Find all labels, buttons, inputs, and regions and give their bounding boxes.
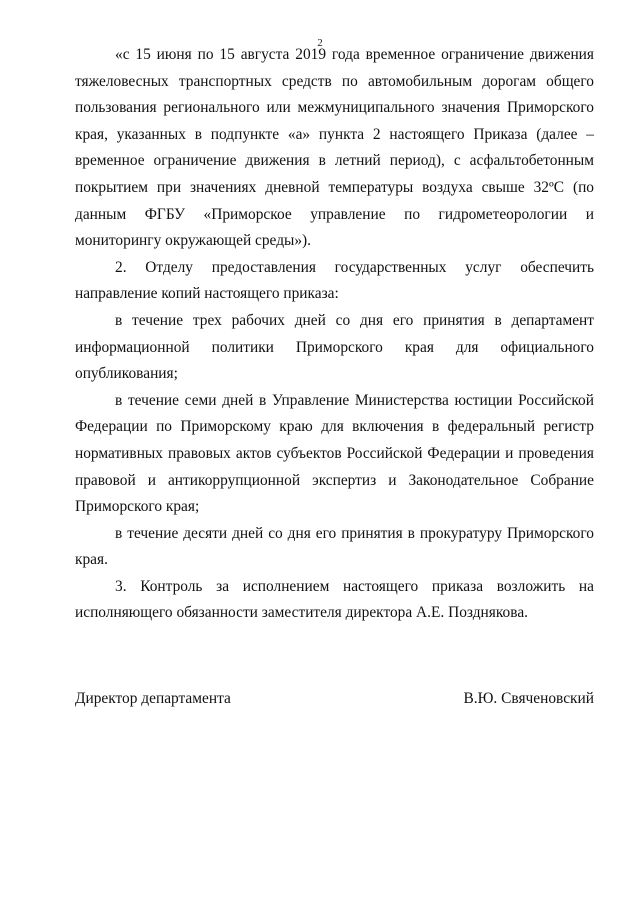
paragraph-temperature-restriction: «с 15 июня по 15 августа 2019 года временное ограничение движения тяжеловесных транспортных средств по автомобильным дорогам общего пользования регионального или межмуниципального значения Приморского края, указанных в подпункте «а» пункта 2 настоящего Приказа (далее – временное ограничение движения в летний период), с асфальтобетонным покрытием при значениях дневной температуры воздуха свыше 32ºС (по данным ФГБУ «Приморское управление по гидрометеорологии и мониторингу окружающей среды»). [75,46,594,250]
document-body [75,42,594,627]
paragraph-registry: в течение семи дней в Управление Министерства юстиции Российской Федерации по Приморскому краю для включения в федеральный регистр нормативных правовых актов субъектов Российской Федерации и проведения правовой и антикоррупционной экспертиз и Законодательное Собрание Приморского края; [75,391,594,516]
signatory-position: Директор департамента [75,690,231,707]
signatory-name: В.Ю. Свяченовский [463,690,594,707]
paragraph-prosecutor: в течение десяти дней со дня его принятия в прокуратуру Приморского края. [75,524,594,569]
paragraph-item-2: 2. Отделу предоставления государственных услуг обеспечить направление копий настоящего приказа: [75,258,594,303]
paragraph-item-3: 3. Контроль за исполнением настоящего приказа возложить на исполняющего обязанности заместителя директора А.Е. Позднякова. [75,577,594,622]
page-number: 2 [317,37,323,49]
paragraph-publication: в течение трех рабочих дней со дня его принятия в департамент информационной политики Приморского края для официального опубликования; [75,311,594,383]
